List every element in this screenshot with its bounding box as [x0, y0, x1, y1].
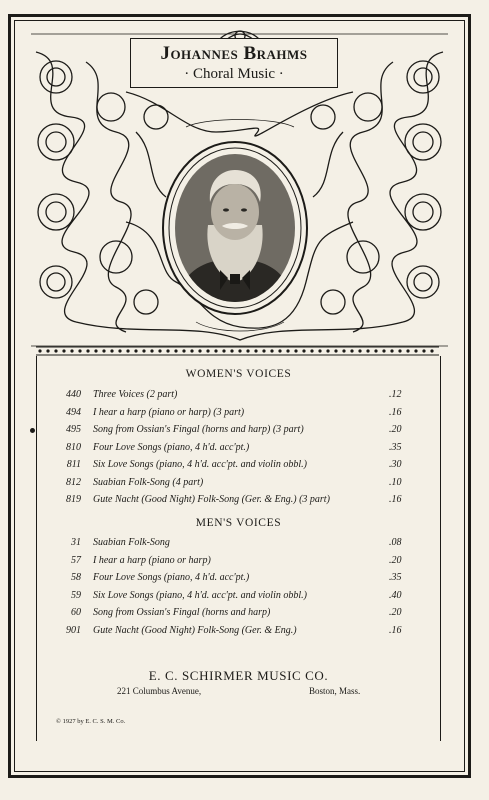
- list-item: 901 Gute Nacht (Good Night) Folk-Song (Ger. & Eng.) .16: [66, 624, 402, 636]
- list-item: 494 I hear a harp (piano or harp) (3 part) .16: [66, 406, 402, 418]
- list-item: 57 I hear a harp (piano or harp) .20: [71, 554, 402, 566]
- list-item: 31 Suabian Folk-Song .08: [71, 537, 402, 548]
- womens-voices-heading: WOMEN'S VOICES: [185, 368, 292, 380]
- list-item: 60 Song from Ossian's Fingal (horns and harp) .20: [71, 607, 402, 618]
- list-item: 811 Six Love Songs (piano, 4 h'd. acc'pt. and violin obbl.) .30: [66, 459, 402, 470]
- mens-voices-list: [37, 537, 440, 642]
- title-panel: [130, 38, 338, 88]
- list-item: 495 Song from Ossian's Fingal (horns and harp) (3 part) .20: [37, 424, 440, 442]
- collection-subtitle: · Choral Music ·: [184, 66, 284, 82]
- list-item: 59 Six Love Songs (piano, 4 h'd. acc'pt. and violin obbl.) .40: [71, 589, 402, 601]
- mens-voices-heading: MEN'S VOICES: [195, 517, 282, 529]
- list-item: 58 Four Love Songs (piano, 4 h'd. acc'pt.) .35: [71, 572, 402, 583]
- publisher-city: Boston, Mass.: [309, 686, 361, 696]
- publisher-name: E. C. SCHIRMER MUSIC CO.: [148, 668, 329, 683]
- composer-name: Johannes Brahms: [160, 43, 308, 64]
- bullet-marker: [30, 428, 35, 433]
- list-item: 812 Suabian Folk-Song (4 part) .10: [66, 476, 402, 488]
- composer-portrait: [160, 140, 310, 315]
- womens-voices-list: [37, 389, 440, 512]
- catalogue-panel: [36, 356, 441, 741]
- copyright-notice: © 1927 by E. C. S. M. Co.: [56, 718, 126, 725]
- beaded-divider: [36, 346, 439, 356]
- publisher-street: 221 Columbus Avenue,: [117, 686, 202, 696]
- list-item: 810 Four Love Songs (piano, 4 h'd. acc'pt.) .35: [66, 441, 402, 453]
- list-item: 440 Three Voices (2 part) .12: [66, 389, 402, 400]
- list-item: 819 Gute Nacht (Good Night) Folk-Song (Ger. & Eng.) (3 part) .16: [66, 494, 402, 505]
